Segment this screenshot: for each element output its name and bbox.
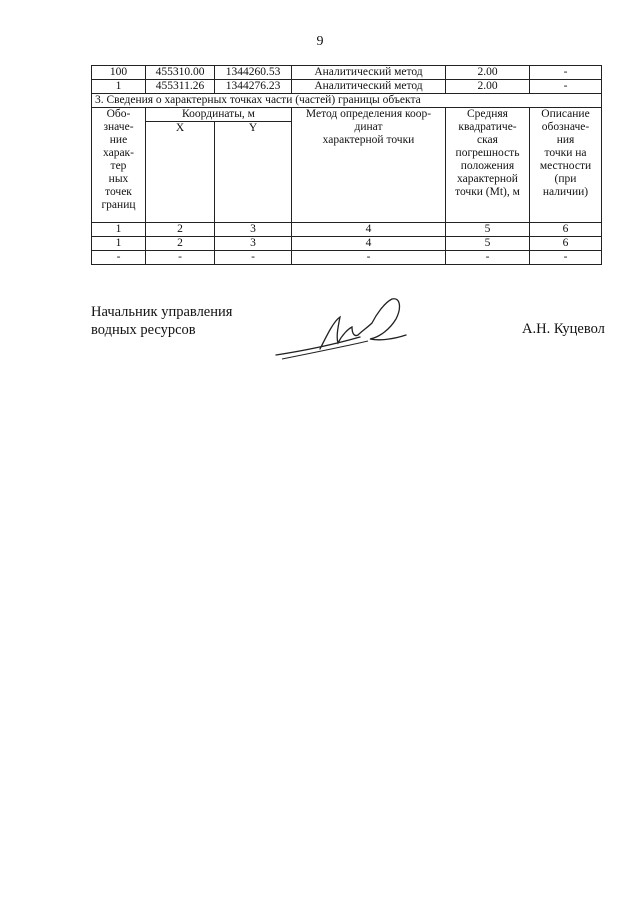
header-designation: Обо- значе- ние харак- тер ных точек границ: [92, 108, 146, 223]
num-cell: 4: [292, 223, 446, 237]
num-cell: 6: [530, 237, 602, 251]
accuracy-cell: 2.00: [446, 66, 530, 80]
header-coordinates: Координаты, м: [146, 108, 292, 122]
section-row: [92, 94, 602, 108]
table-row: [92, 66, 602, 80]
header-method: Метод определения коор- динат характерной точки: [292, 108, 446, 223]
handwritten-signature: [272, 293, 412, 363]
num-cell: -: [146, 251, 215, 265]
num-cell: -: [292, 251, 446, 265]
y-cell: 1344260.53: [215, 66, 292, 80]
x-cell: 455311.26: [146, 80, 215, 94]
description-cell: -: [530, 66, 602, 80]
position-line-2: водных ресурсов: [91, 322, 196, 338]
num-cell: -: [92, 251, 146, 265]
method-cell: Аналитический метод: [292, 80, 446, 94]
page-number: 9: [316, 34, 324, 49]
position-line-1: Начальник управления: [91, 304, 233, 320]
num-cell: 5: [446, 223, 530, 237]
num-cell: 3: [215, 237, 292, 251]
num-cell: 2: [146, 237, 215, 251]
accuracy-cell: 2.00: [446, 80, 530, 94]
num-cell: -: [215, 251, 292, 265]
description-cell: -: [530, 80, 602, 94]
num-cell: 6: [530, 223, 602, 237]
table-row: [92, 237, 602, 251]
num-cell: 1: [92, 237, 146, 251]
table-row: [92, 223, 602, 237]
header-description: Описание обозначе- ния точки на местности (при наличии): [530, 108, 602, 223]
signature-position: [91, 303, 232, 339]
num-cell: -: [446, 251, 530, 265]
num-cell: 2: [146, 223, 215, 237]
point-cell: 100: [92, 66, 146, 80]
num-cell: 4: [292, 237, 446, 251]
x-cell: 455310.00: [146, 66, 215, 80]
header-y: Y: [215, 122, 292, 223]
signer-name: А.Н. Куцевол: [522, 321, 605, 337]
header-row: [92, 108, 602, 122]
num-cell: -: [530, 251, 602, 265]
table-row: [92, 251, 602, 265]
boundary-points-table: [91, 65, 602, 265]
point-cell: 1: [92, 80, 146, 94]
header-x: X: [146, 122, 215, 223]
section-title: 3. Сведения о характерных точках части (частей) границы объекта: [92, 94, 602, 108]
num-cell: 3: [215, 223, 292, 237]
method-cell: Аналитический метод: [292, 66, 446, 80]
num-cell: 1: [92, 223, 146, 237]
y-cell: 1344276.23: [215, 80, 292, 94]
num-cell: 5: [446, 237, 530, 251]
header-accuracy: Средняя квадратиче- ская погрешность положения характерной точки (Mt), м: [446, 108, 530, 223]
table-row: [92, 80, 602, 94]
